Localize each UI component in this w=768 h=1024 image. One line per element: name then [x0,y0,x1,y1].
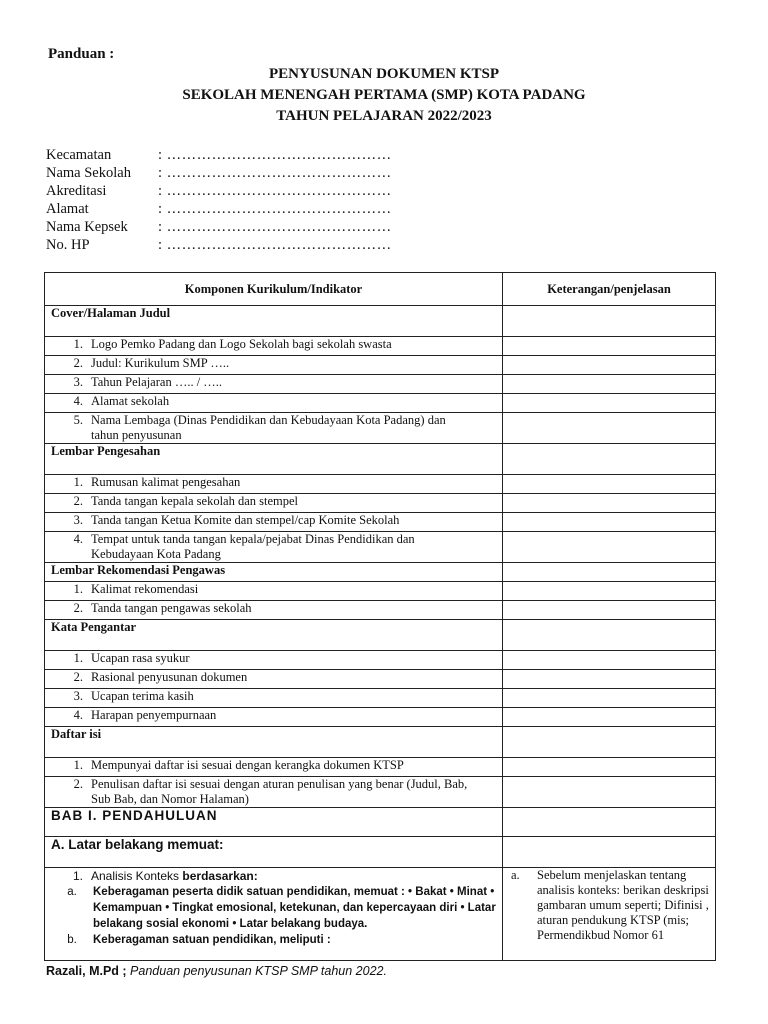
doc-title-line1: PENYUSUNAN DOKUMEN KTSP [268,66,499,82]
list-item: 2. Rasional penyusunan dokumen [45,670,503,689]
list-item: 1. Rumusan kalimat pengesahan [45,475,503,494]
keterangan-cell [503,444,716,475]
doc-title-line3: TAHUN PELAJARAN 2022/2023 [276,108,492,124]
section-bab-1: BAB I. PENDAHULUAN [45,808,503,837]
keterangan-cell [503,758,716,777]
kecamatan-label: Kecamatan [46,147,112,163]
column-header-komponen: Komponen Kurikulum/Indikator [45,273,503,306]
nama-kepsek-label: Nama Kepsek [46,219,128,235]
keterangan-cell [503,837,716,868]
list-item: 1. Kalimat rekomendasi [45,582,503,601]
keterangan-cell [503,532,716,563]
no-hp-field: : ……………………………………… [158,237,392,253]
keterangan-cell [503,601,716,620]
keterangan-cell [503,563,716,582]
keterangan-cell [503,375,716,394]
page-footer [46,964,387,978]
no-hp-label: No. HP [46,237,90,253]
keterangan-cell [503,620,716,651]
kecamatan-field: : ……………………………………… [158,147,392,163]
column-header-keterangan: Keterangan/penjelasan [503,273,716,306]
keterangan-cell [503,394,716,413]
keterangan-cell [503,582,716,601]
keterangan-cell [503,777,716,808]
keterangan-cell [503,708,716,727]
panduan-label: Panduan : [48,46,115,62]
list-item: 2. Judul: Kurikulum SMP ….. [45,356,503,375]
keterangan-cell [503,689,716,708]
section-daftar-isi: Daftar isi [45,727,503,758]
keterangan-cell [503,670,716,689]
section-latar-belakang: A. Latar belakang memuat: [45,837,503,868]
sub-item-a: Keberagaman peserta didik satuan pendidikan, memuat : • Bakat • Minat • Kemampuan • Tingkat emosional, ketekunan, dan kepercayaan diri • Latar belakang sosial ekonomi • Latar belakang budaya. [93,886,496,930]
alamat-field: : ……………………………………… [158,201,392,217]
footer-author: Razali, M.Pd ; [46,964,127,978]
nama-sekolah-label: Nama Sekolah [46,165,131,181]
nama-kepsek-field: : ……………………………………… [158,219,392,235]
section-kata-pengantar: Kata Pengantar [45,620,503,651]
list-item: 5. Nama Lembaga (Dinas Pendidikan dan Kebudayaan Kota Padang) dan tahun penyusunan [45,413,503,444]
list-item: 3. Tahun Pelajaran ….. / ….. [45,375,503,394]
keterangan-cell [503,475,716,494]
keterangan-cell [503,808,716,837]
keterangan-note-cell: a. Sebelum menjelaskan tentang analisis konteks: berikan deskripsi gambaran umum seperti; Difinisi , aturan pendukung KTSP (mis; Permendikbud Nomor 61 [503,868,716,961]
keterangan-cell [503,306,716,337]
keterangan-cell [503,651,716,670]
section-cover: Cover/Halaman Judul [45,306,503,337]
list-item: 3. Ucapan terima kasih [45,689,503,708]
list-item: 2. Tanda tangan pengawas sekolah [45,601,503,620]
list-item: 4. Tempat untuk tanda tangan kepala/pejabat Dinas Pendidikan dan Kebudayaan Kota Padang [45,532,503,563]
list-item: 4. Alamat sekolah [45,394,503,413]
section-rekomendasi: Lembar Rekomendasi Pengawas [45,563,503,582]
akreditasi-field: : ……………………………………… [158,183,392,199]
keterangan-cell [503,513,716,532]
list-item: 3. Tanda tangan Ketua Komite dan stempel/cap Komite Sekolah [45,513,503,532]
alamat-label: Alamat [46,201,89,217]
list-item: 1. Ucapan rasa syukur [45,651,503,670]
nama-sekolah-field: : ……………………………………… [158,165,392,181]
keterangan-cell [503,413,716,444]
list-item: 4. Harapan penyempurnaan [45,708,503,727]
school-info-block [46,146,392,254]
sub-item-b: Keberagaman satuan pendidikan, meliputi : [93,934,331,946]
keterangan-cell [503,337,716,356]
akreditasi-label: Akreditasi [46,183,107,199]
analisis-konteks-cell: 1. Analisis Konteks berdasarkan: a. Keberagaman peserta didik satuan pendidikan, memuat : • Bakat • Minat • Kemampuan • Tingkat emosional, ketekunan, dan kepercayaan diri • Latar belakang sosial ekonomi • Latar belakang budaya. b. Keberagaman satuan pendidikan, meliputi : [45,868,503,961]
list-item: 2. Tanda tangan kepala sekolah dan stempel [45,494,503,513]
doc-title-line2: SEKOLAH MENENGAH PERTAMA (SMP) KOTA PADANG [182,87,586,103]
list-item: 2. Penulisan daftar isi sesuai dengan aturan penulisan yang benar (Judul, Bab, Sub Bab, dan Nomor Halaman) [45,777,503,808]
keterangan-cell [503,356,716,375]
footer-text: Panduan penyusunan KTSP SMP tahun 2022. [126,964,387,978]
keterangan-note: Sebelum menjelaskan tentang analisis konteks: berikan deskripsi gambaran umum seperti; Difinisi , aturan pendukung KTSP (mis; Permendikbud Nomor 61 [537,868,709,942]
ktsp-checklist-table [44,272,716,961]
list-item: 1. Mempunyai daftar isi sesuai dengan kerangka dokumen KTSP [45,758,503,777]
section-pengesahan: Lembar Pengesahan [45,444,503,475]
keterangan-cell [503,494,716,513]
list-item: 1. Logo Pemko Padang dan Logo Sekolah bagi sekolah swasta [45,337,503,356]
keterangan-cell [503,727,716,758]
